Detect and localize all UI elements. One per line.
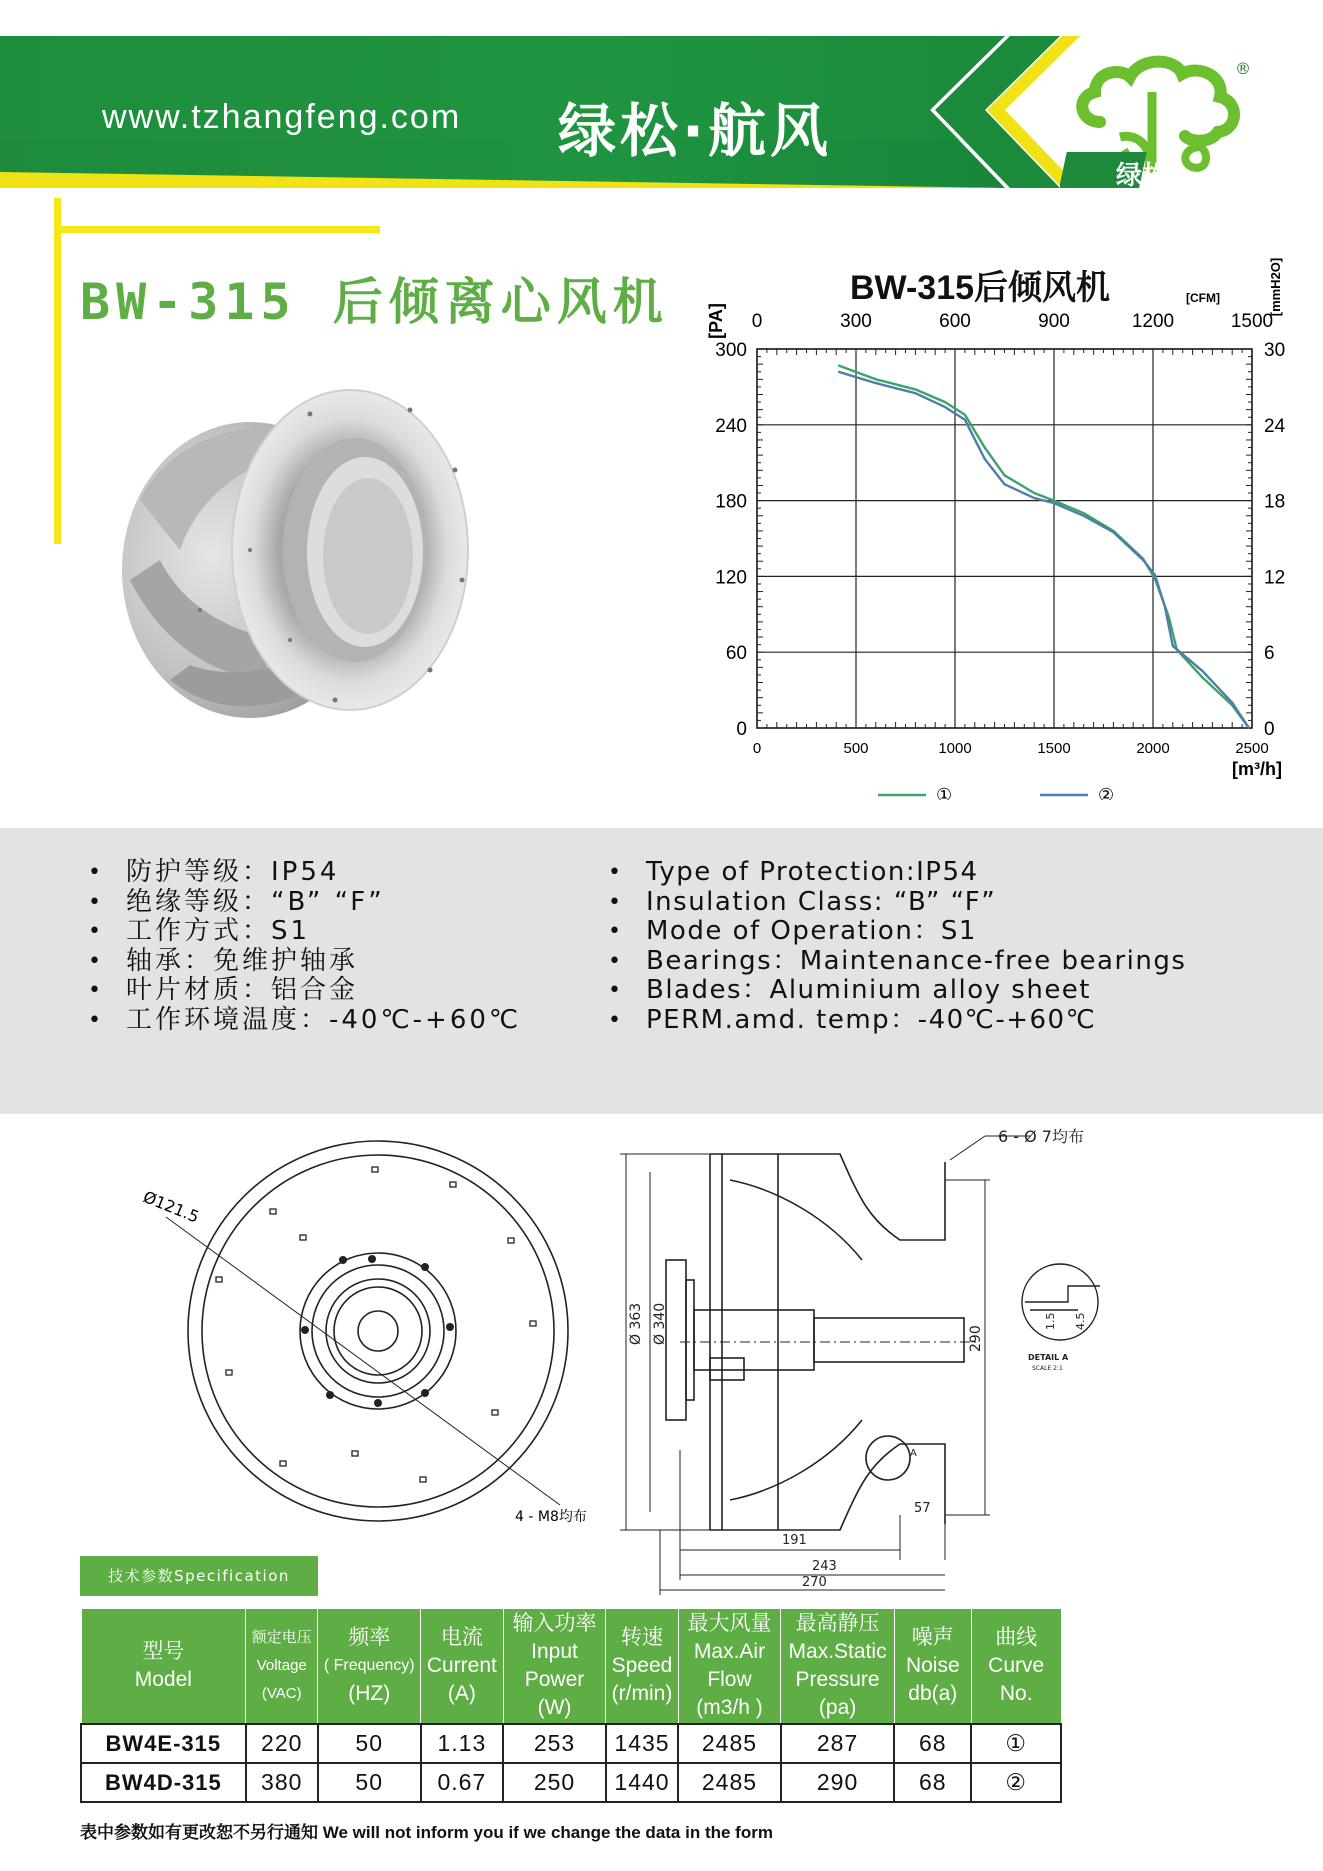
cell-max-air-flow: 2485: [678, 1763, 781, 1802]
chart-xlabel-top: [CFM]: [1186, 291, 1220, 305]
dimension-4-5: 4.5: [1074, 1312, 1087, 1330]
chart-x-tick-label: 0: [752, 740, 762, 757]
header-speed: 转速 Speed (r/min): [606, 1609, 678, 1725]
chart-y-right-tick-label: 30: [1264, 340, 1286, 361]
features-list-en: [608, 858, 1186, 1035]
header-curve-no: 曲线 Curve No.: [971, 1609, 1061, 1725]
feature-item-cn: • 工作方式：S1: [88, 917, 521, 947]
header-noise: 噪声 Noise db(a): [894, 1609, 971, 1725]
feature-item-cn: • 绝缘等级：“B” “F”: [88, 888, 521, 918]
chart-legend-label: ①: [936, 785, 953, 800]
chart-x-tick-label: 1500: [1037, 740, 1071, 757]
header-voltage: 额定电压 Voltage (VAC): [246, 1609, 318, 1725]
footnote: 表中参数如有更改恕不另行通知 We will not inform you if we change the data in the form: [80, 1823, 773, 1842]
cell-input-power: 253: [503, 1724, 606, 1763]
dimension-diameter-label: Ø121.5: [140, 1187, 202, 1227]
front-view-drawing: [140, 1125, 600, 1555]
chart-x-top-tick-label: 1500: [1230, 311, 1274, 332]
cell-speed: 1435: [606, 1724, 678, 1763]
cell-voltage: 220: [246, 1724, 318, 1763]
dimension-270: 270: [802, 1575, 827, 1590]
cell-speed: 1440: [606, 1763, 678, 1802]
chart-y-right-tick-label: 6: [1264, 643, 1275, 665]
table-row: [81, 1763, 1061, 1802]
chart-y-right-tick-label: 18: [1264, 491, 1286, 513]
chart-xlabel-bottom: [m³/h]: [1232, 759, 1282, 779]
fan-impeller-image: [110, 380, 500, 740]
detail-scale: SCALE 2:1: [1032, 1365, 1063, 1372]
feature-item-en: • Blades：Aluminium alloy sheet: [608, 976, 1186, 1006]
chart-x-top-tick-label: 600: [939, 311, 971, 332]
chart-y-right-tick-label: 0: [1264, 719, 1275, 740]
cell-max-static-pressure: 287: [781, 1724, 894, 1763]
cell-max-static-pressure: 290: [781, 1763, 894, 1802]
cell-current: 0.67: [421, 1763, 503, 1802]
chart-legend-label: ②: [1098, 785, 1115, 800]
feature-item-en: • Bearings：Maintenance-free bearings: [608, 947, 1186, 977]
dimension-191: 191: [782, 1533, 807, 1548]
dimension-340: Ø 340: [652, 1302, 668, 1345]
holes-spec-label: 6 - Ø 7均布: [998, 1127, 1084, 1146]
feature-item-en: • Mode of Operation：S1: [608, 917, 1186, 947]
detail-ref: A: [910, 1448, 917, 1459]
registered-mark: ®: [1235, 59, 1251, 78]
feature-item-cn: • 叶片材质：铝合金: [88, 976, 521, 1006]
chart-ylabel-right: [mmH2O]: [1268, 257, 1283, 317]
chart-y-tick-label: 60: [725, 643, 747, 665]
chart-y-right-tick-label: 24: [1264, 415, 1286, 437]
table-row: [81, 1724, 1061, 1763]
chart-x-tick-label: 2000: [1136, 740, 1170, 757]
cell-model: BW4D-315: [81, 1763, 246, 1802]
dimension-57: 57: [914, 1501, 931, 1516]
spec-section-label: 技术参数Specification: [80, 1556, 318, 1596]
chart-x-tick-label: 2500: [1235, 740, 1269, 757]
cell-noise: 68: [894, 1724, 971, 1763]
feature-item-en: • Type of Protection:IP54: [608, 858, 1186, 888]
cell-max-air-flow: 2485: [678, 1724, 781, 1763]
cell-frequency: 50: [318, 1724, 421, 1763]
brand-logo: [1060, 52, 1260, 192]
performance-chart: [690, 255, 1290, 800]
spec-table: [80, 1608, 1062, 1803]
feature-item-cn: • 轴承：免维护轴承: [88, 947, 521, 977]
cell-voltage: 380: [246, 1763, 318, 1802]
cell-frequency: 50: [318, 1763, 421, 1802]
chart-x-tick-label: 500: [843, 740, 869, 757]
header-current: 电流 Current (A): [421, 1609, 503, 1725]
dimension-243: 243: [812, 1559, 837, 1574]
chart-plot-frame: [757, 349, 1252, 728]
chart-x-top-tick-label: 300: [840, 311, 872, 332]
product-title: BW-315 后倾离心风机: [80, 273, 669, 331]
chart-x-top-tick-label: 0: [751, 311, 763, 332]
chart-y-tick-label: 240: [715, 415, 747, 437]
chart-ylabel-left: [PA]: [706, 303, 726, 339]
dimension-1-5: 1.5: [1044, 1312, 1057, 1330]
chart-series-line: [838, 365, 1249, 728]
feature-item-cn: • 工作环境温度：-40℃-+60℃: [88, 1006, 521, 1036]
chart-y-right-tick-label: 12: [1264, 567, 1286, 589]
header-max-air-flow: 最大风量 Max.Air Flow (m3/h ): [678, 1609, 781, 1725]
site-url[interactable]: www.tzhangfeng.com: [102, 98, 462, 136]
chart-y-tick-label: 0: [736, 719, 747, 740]
feature-item-cn: • 防护等级：IP54: [88, 858, 521, 888]
chart-y-tick-label: 300: [715, 340, 747, 361]
spec-header-row: [81, 1609, 1061, 1725]
header-input-power: 输入功率 Input Power (W): [503, 1609, 606, 1725]
cell-noise: 68: [894, 1763, 971, 1802]
bolt-spec-label: 4 - M8均布: [515, 1509, 587, 1525]
side-view-drawing: [600, 1120, 1120, 1600]
header-model: 型号 Model: [81, 1609, 246, 1725]
detail-label: DETAIL A: [1028, 1353, 1069, 1362]
chart-y-tick-label: 120: [715, 567, 747, 589]
header-frequency: 频率 ( Frequency) (HZ): [318, 1609, 421, 1725]
cell-input-power: 250: [503, 1763, 606, 1802]
cell-curve-no: ②: [971, 1763, 1061, 1802]
cell-current: 1.13: [421, 1724, 503, 1763]
brand-name: 绿松·航风: [558, 97, 833, 165]
feature-item-en: • PERM.amd. temp：-40℃-+60℃: [608, 1006, 1186, 1036]
dimension-363: Ø 363: [628, 1302, 644, 1345]
chart-x-top-tick-label: 1200: [1131, 311, 1175, 332]
logo-text: 绿松: [1115, 161, 1169, 191]
chart-title: BW-315后倾风机: [850, 269, 1111, 307]
chart-x-tick-label: 1000: [938, 740, 972, 757]
header-max-static-pressure: 最高静压 Max.Static Pressure (pa): [781, 1609, 894, 1725]
feature-item-en: • Insulation Class: “B” “F”: [608, 888, 1186, 918]
cell-curve-no: ①: [971, 1724, 1061, 1763]
features-list-cn: [88, 858, 521, 1035]
chart-y-tick-label: 180: [715, 491, 747, 513]
cell-model: BW4E-315: [81, 1724, 246, 1763]
dimension-290: 290: [968, 1325, 984, 1352]
chart-x-top-tick-label: 900: [1038, 311, 1070, 332]
